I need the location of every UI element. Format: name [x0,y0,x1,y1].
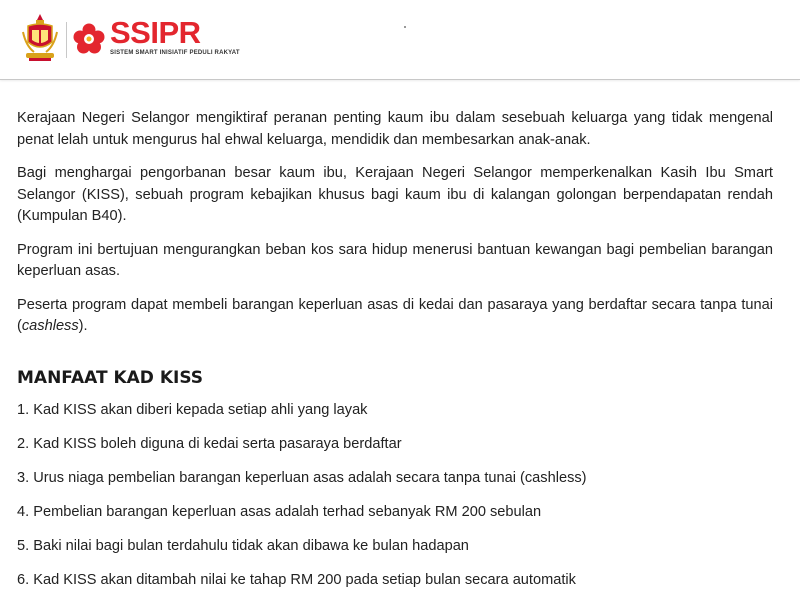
intro-paragraph-1: Kerajaan Negeri Selangor mengiktiraf peranan penting kaum ibu dalam sesebuah keluarga yang tidak mengenal penat lelah untuk mengurus hal ehwal keluarga, mendidik dan membesarkan anak-anak. [17,110,773,148]
logo-divider [66,22,67,58]
benefit-item-1: 1. Kad KISS akan diberi kepada setiap ahli yang layak [17,401,368,418]
cashless-emphasis: cashless [21,318,79,334]
intro-paragraph-4-start: Peserta program dapat membeli barangan keperluan asas di kedai dan pasaraya yang berdaftar secara tanpa tunai ( [17,296,773,334]
benefit-item-2: 2. Kad KISS boleh diguna di kedai serta pasaraya berdaftar [17,435,402,452]
intro-paragraph-4-end: ). [78,318,88,334]
benefit-item-6: 6. Kad KISS akan ditambah nilai ke tahap RM 200 pada setiap bulan secara automatik [17,571,576,588]
ssipr-flower-icon[interactable] [72,22,106,56]
brand-tagline: SISTEM SMART INISIATIF PEDULI RAKYAT [110,50,240,56]
selangor-crest-icon[interactable] [20,12,60,64]
main-content [17,108,773,604]
benefits-title: MANFAAT KAD KISS [17,367,204,388]
benefit-item-3: 3. Urus niaga pembelian barangan keperluan asas adalah secara tanpa tunai (cashless) [17,469,587,486]
intro-paragraph-3: Program ini bertujuan mengurangkan beban kos sara hidup menerusi bantuan kewangan bagi pembelian barangan keperluan asas. [17,241,773,279]
intro-paragraph-4 [17,295,773,338]
benefits-list [17,400,773,604]
site-header [0,0,800,80]
benefit-item-4: 4. Pembelian barangan keperluan asas adalah terhad sebanyak RM 200 sebulan [17,503,542,520]
intro-paragraph-2: Bagi menghargai pengorbanan besar kaum ibu, Kerajaan Negeri Selangor memperkenalkan Kasih Ibu Smart Selangor (KISS), sebuah program kebajikan khusus bagi kaum ibu di kalangan golongan berpendapatan rendah (Kumpulan B40). [17,165,773,224]
header-dot [404,26,406,28]
brand-name[interactable]: SSIPR [110,15,201,50]
benefit-item-5: 5. Baki nilai bagi bulan terdahulu tidak akan dibawa ke bulan hadapan [17,537,469,554]
